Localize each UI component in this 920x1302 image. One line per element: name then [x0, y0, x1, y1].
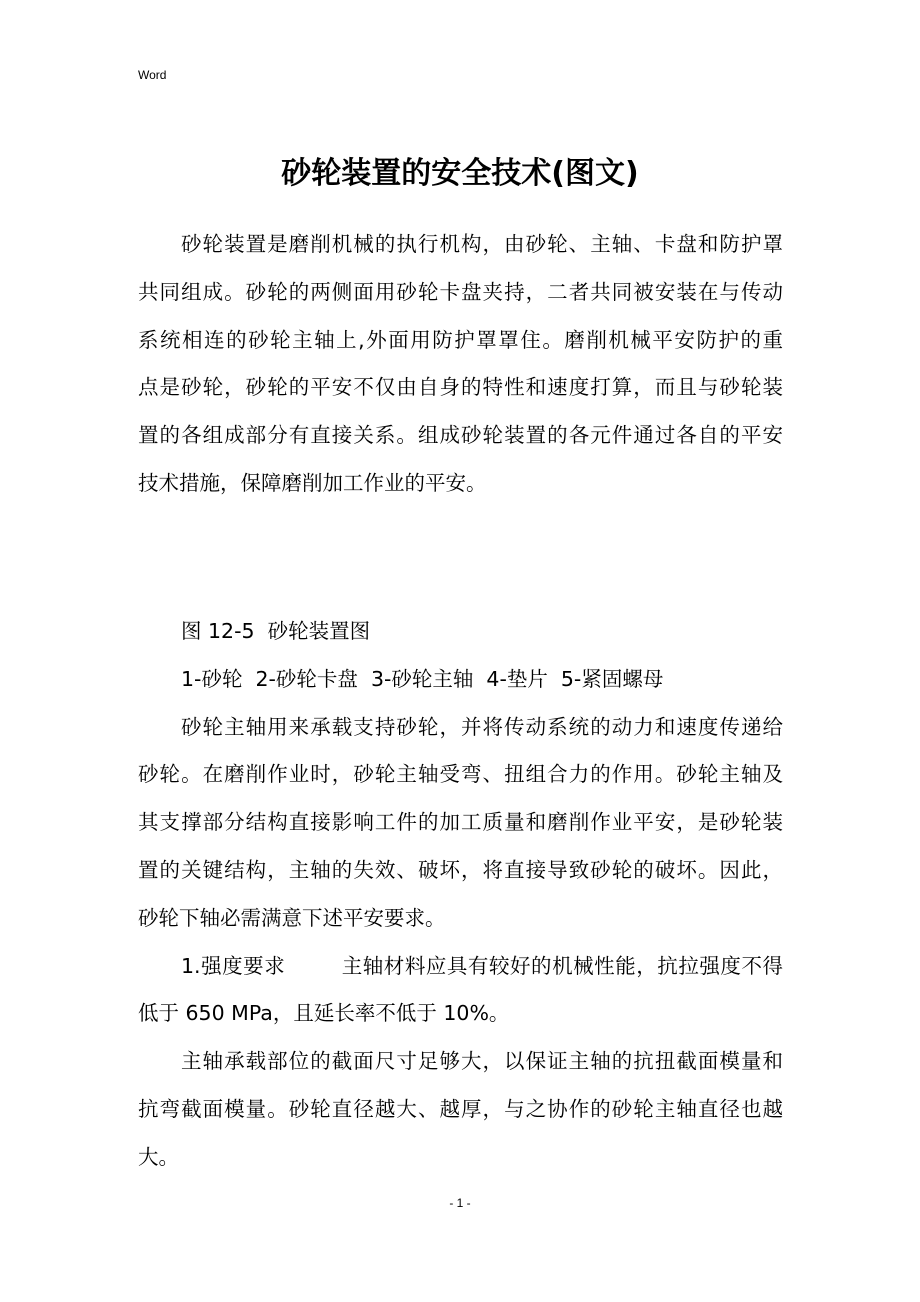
text-line: 主轴承载部位的截面尺寸足够大，以保证主轴的抗扭截面模量和	[181, 1049, 783, 1074]
text-line: 共同组成。砂轮的两侧面用砂轮卡盘夹持，二者共同被安装在与传动	[138, 279, 783, 304]
text-line: 砂轮。在磨削作业时，砂轮主轴受弯、扭组合力的作用。砂轮主轴及	[138, 762, 783, 787]
intro-paragraph	[138, 221, 783, 508]
text-line: 其支撑部分结构直接影响工件的加工质量和磨削作业平安，是砂轮装	[138, 810, 783, 835]
body-section	[138, 608, 783, 1182]
text-line: 系统相连的砂轮主轴上,外面用防护罩罩住。磨削机械平安防护的重	[138, 327, 783, 352]
text-line: 砂轮下轴必需满意下述平安要求。	[138, 905, 446, 930]
text-line: 砂轮主轴用来承载支持砂轮，并将传动系统的动力和速度传递给	[181, 714, 783, 739]
page-header: Word	[138, 68, 167, 82]
text-line: 技术措施，保障磨削加工作业的平安。	[138, 470, 487, 495]
figure-legend: 1-砂轮 2-砂轮卡盘 3-砂轮主轴 4-垫片 5-紧固螺母	[181, 666, 664, 691]
text-line: 点是砂轮，砂轮的平安不仅由自身的特性和速度打算，而且与砂轮装	[138, 375, 783, 400]
text-line: 砂轮装置是磨削机械的执行机构，由砂轮、主轴、卡盘和防护罩	[181, 232, 783, 256]
document-title: 砂轮装置的安全技术(图文)	[281, 156, 639, 191]
figure-caption: 图 12-5 砂轮装置图	[181, 619, 371, 643]
text-line: 大。	[138, 1144, 179, 1169]
text-line: 置的各组成部分有直接关系。组成砂轮装置的各元件通过各自的平安	[138, 423, 783, 448]
text-line: 抗弯截面模量。砂轮直径越大、越厚，与之协作的砂轮主轴直径也越	[138, 1096, 783, 1121]
page-number: - 1 -	[449, 1196, 471, 1210]
text-line: 置的关键结构，主轴的失效、破坏，将直接导致砂轮的破坏。因此，	[138, 857, 783, 882]
text-line: 低于 650 MPa，且延长率不低于 10%。	[138, 1001, 510, 1026]
strength-requirement-line: 1.强度要求 主轴材料应具有较好的机械性能，抗拉强度不得	[181, 953, 783, 978]
